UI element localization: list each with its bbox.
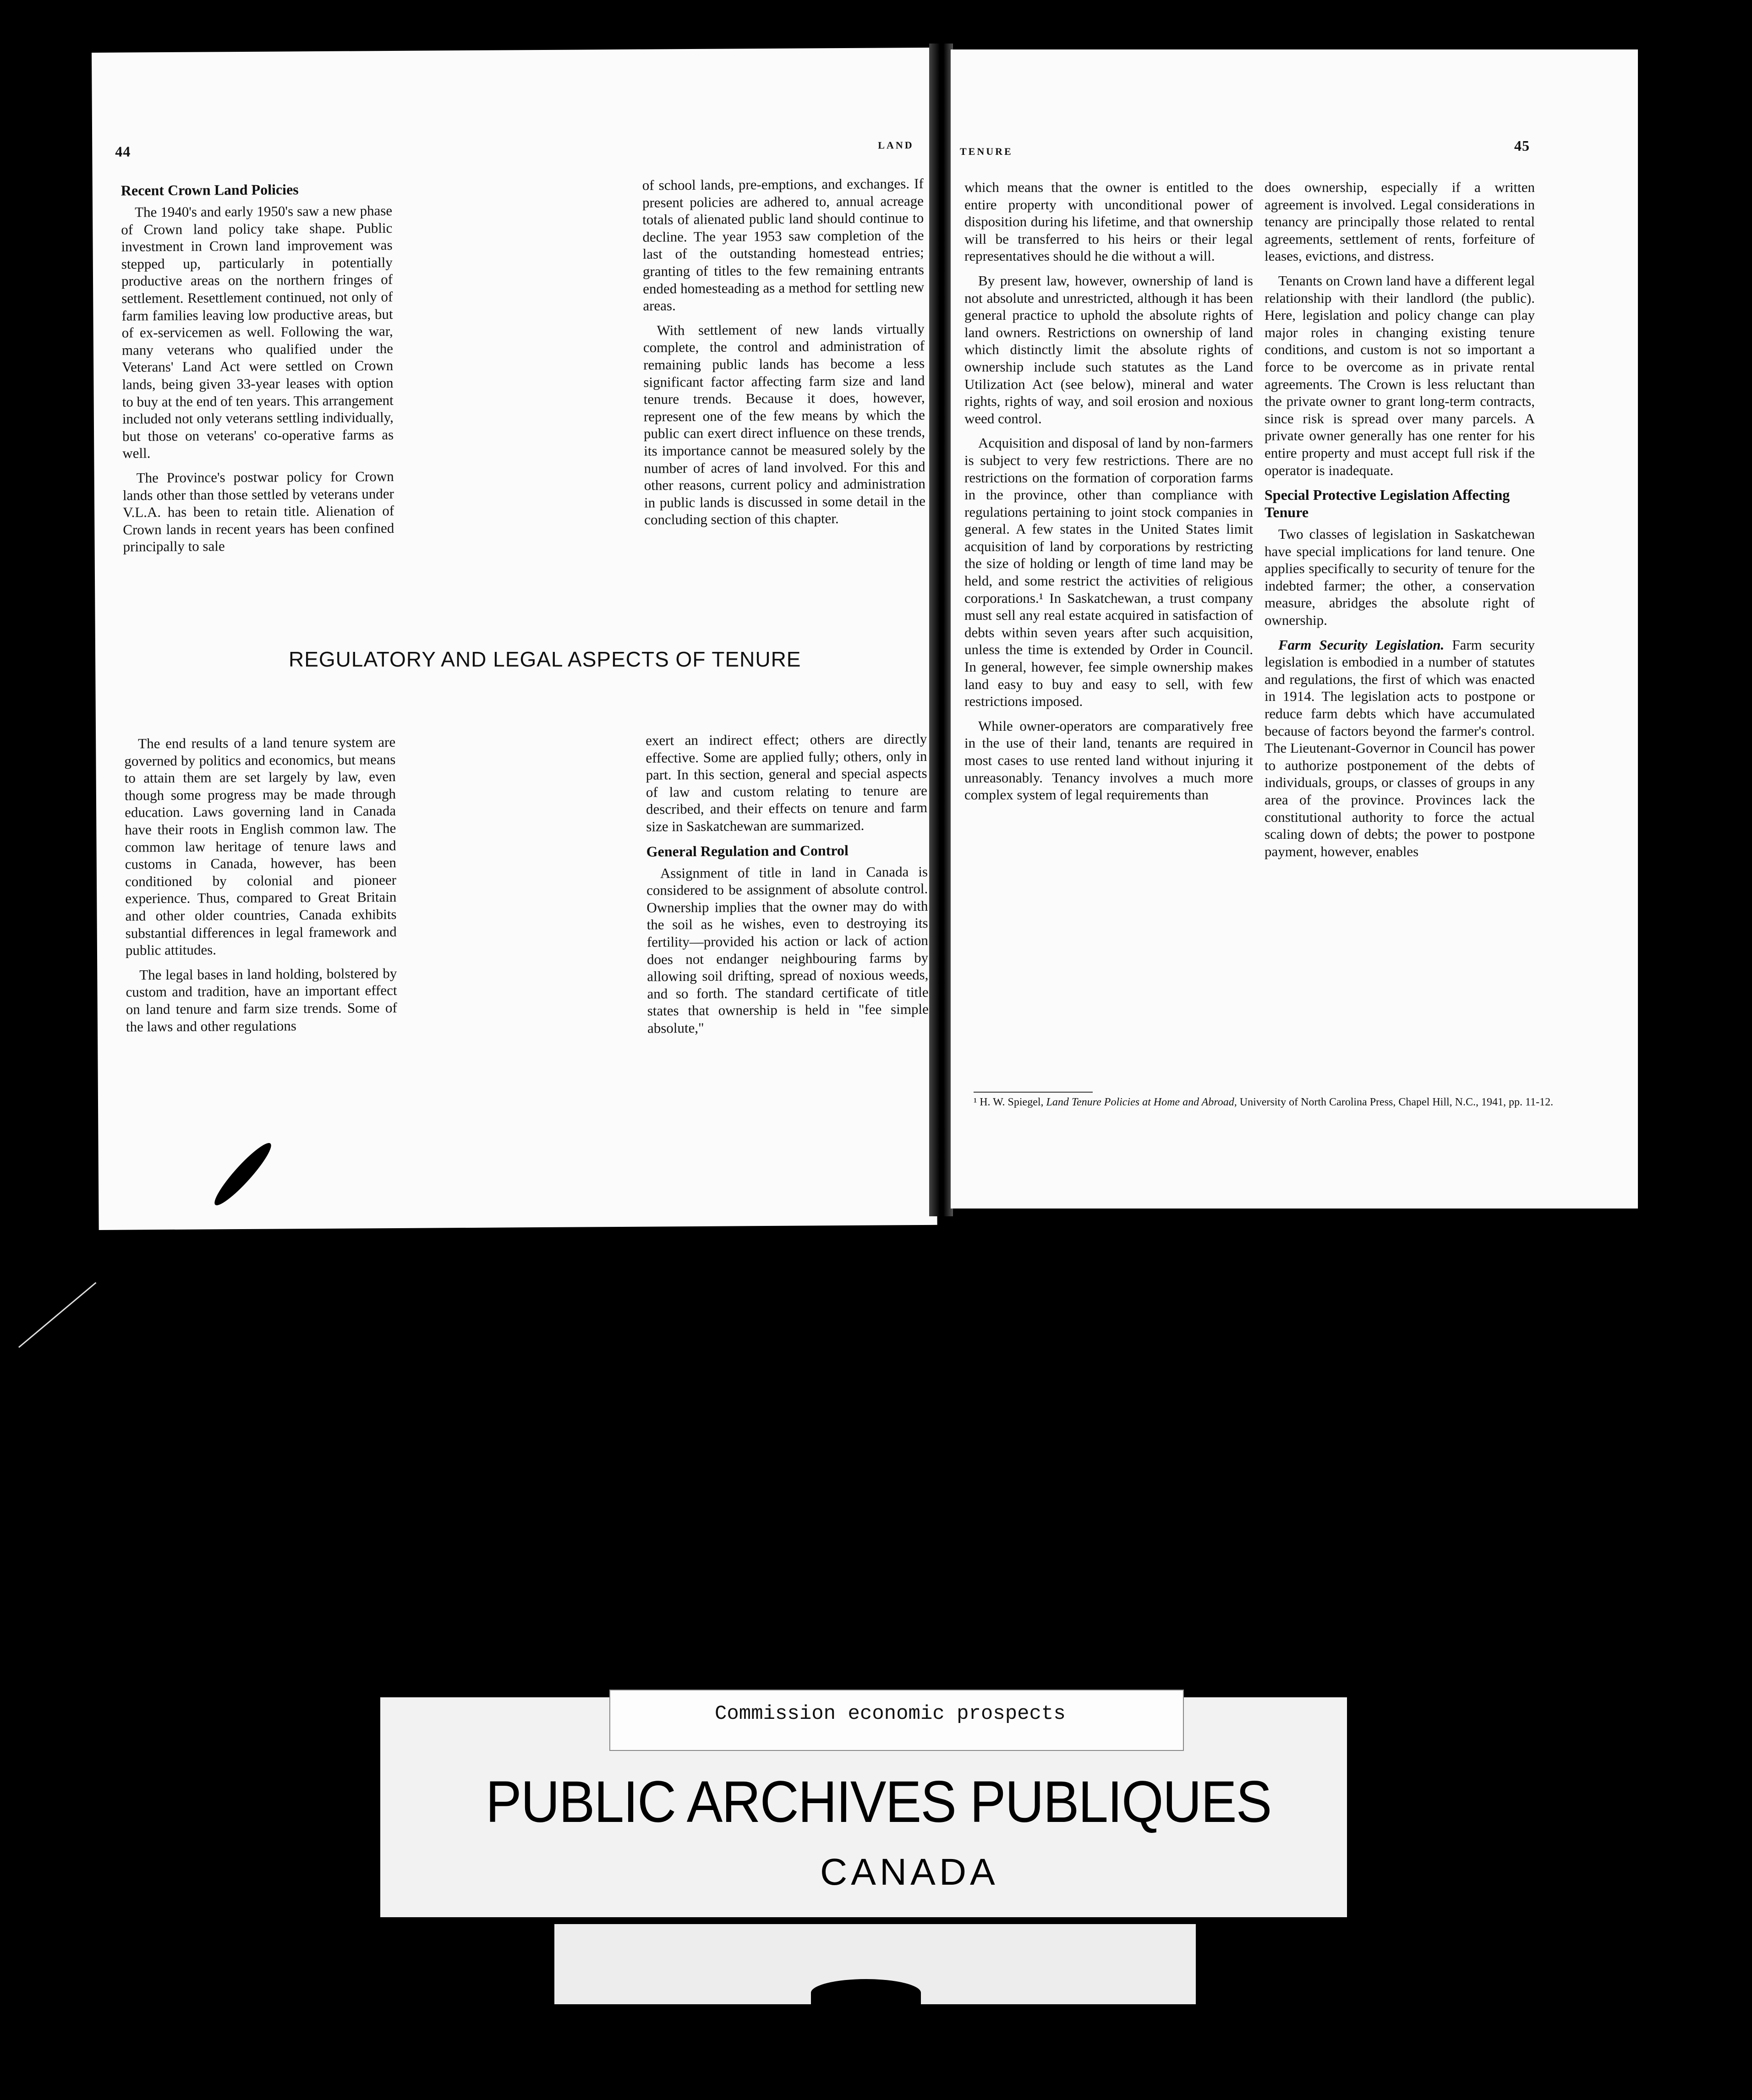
paragraph: The Province's postwar policy for Crown lands other than those settled by veterans under V.L.A. has been to retain title. Alienation of Crown lands in recent years has been confined principally to sale [122, 468, 394, 555]
paragraph: Tenants on Crown land have a different legal relationship with their landlord (the public). Here, legislation and policy change can play major roles in changing existing tenure conditions, and custom is not so important a force to be overcome as in private rental agreements. The Crown is less reluctant than the private owner to grant long-term contracts, since risk is spread over many parcels. A private owner generally has one renter for his entire property and must accept full risk if the operator is inadequate. [1265, 272, 1535, 478]
paragraph: exert an indirect effect; others are directly effective. Some are applied fully; others, only in part. In this section, general and special aspects of law and custom relating to tenure are described, and their effects on tenure and farm size in Saskatchewan are summarized. [646, 730, 928, 835]
right-column-1 [964, 179, 1253, 811]
archive-stamp-line2: CANADA [820, 1851, 999, 1893]
subheading-inline: Farm Security Legislation. [1278, 636, 1445, 653]
paragraph: The 1940's and early 1950's saw a new phase of Crown land policy take shape. Public investment in Crown land improvement was stepped up, particularly in potentially productive areas on the northern fringes of settlement. Resettlement continued, not only of farm families leaving low productive areas, but of ex-servicemen as well. Following the war, many veterans who qualified under the Veterans' Land Act were settled on Crown lands, being given 33-year leases with option to buy at the end of ten years. This arrangement included not only veterans settling individually, but those on veterans' co-operative farms as well. [121, 202, 394, 461]
paragraph: does ownership, especially if a written agreement is involved. Legal considerations in tenancy are principally those related to rental agreements, settlement of rents, forfeiture of leases, evictions, and distress. [1265, 179, 1535, 264]
footnote [974, 1092, 1565, 1109]
paragraph: By present law, however, ownership of land is not absolute and unrestricted, although it has been general practice to uphold the absolute rights of land owners. Restrictions on ownership of land which distinctly limit the absolute rights of ownership include such statutes as the Land Utilization Act (see below), mineral and water rights, rights of way, and soil erosion and noxious weed control. [964, 272, 1253, 427]
film-scratch [18, 1282, 96, 1348]
right-column-2 [1265, 179, 1535, 867]
section-heading: General Regulation and Control [646, 842, 849, 860]
section-heading: Recent Crown Land Policies [120, 181, 299, 199]
paragraph [1265, 636, 1535, 860]
paragraph: Two classes of legislation in Saskatchewan have special implications for land tenure. One applies specifically to security of tenure for the indebted farmer; the other, a conservation measure, abridges the absolute right of ownership. [1265, 526, 1535, 629]
paragraph: Assignment of title in land in Canada is considered to be assignment of absolute control. Ownership implies that the owner may do with the soil as he wishes, even to destroying its fertility—provided his action or lack of action does not endanger neighbouring farms by allowing soil drifting, spread of noxious weeds, and so forth. The standard certificate of title states that ownership is held in "fee simple absolute," [646, 863, 929, 1036]
card-notch [811, 1979, 921, 2007]
left-column-2-lower [646, 730, 929, 1044]
paragraph: of school lands, pre-emptions, and exchanges. If present policies are adhered to, annual acreage totals of alienated public land should continue to decline. The year 1953 saw completion of the last of the outstanding homestead entries; granting of titles to the few remaining entrants ended homesteading as a method for settling new areas. [642, 175, 925, 314]
paragraph: While owner-operators are comparatively free in the use of their land, tenants are required in most cases to use rented land without injuring it unreasonably. Tenancy involves a much more complex system of legal requirements than [964, 717, 1253, 803]
footnote-publisher: University of North Carolina Press, Chapel Hill, N.C., 1941, pp. 11-12. [1237, 1096, 1554, 1108]
archive-stamp-line1: PUBLIC ARCHIVES PUBLIQUES [486, 1769, 1271, 1835]
section-heading: Special Protective Legislation Affecting Tenure [1265, 487, 1510, 521]
paragraph: The legal bases in land holding, bolstered by custom and tradition, have an important effect on land tenure and farm size trends. Some of the laws and other regulations [126, 965, 397, 1035]
left-page [92, 48, 937, 1230]
running-head-right: TENURE [960, 146, 1013, 157]
paragraph: which means that the owner is entitled to the entire property with unconditional power of disposition during his lifetime, and that ownership will be transferred to his heirs or their legal representatives should he die without a will. [964, 179, 1253, 264]
page-number-left: 44 [115, 143, 131, 160]
typed-label: Commission economic prospects [715, 1702, 1066, 1725]
page-number-right: 45 [1514, 137, 1530, 154]
left-column-2 [642, 175, 926, 536]
paragraph: With settlement of new lands virtually complete, the control and administration of remaining public lands has become a less significant factor affecting farm size and land tenure trends. Because it does, however, represent one of the few means by which the public can exert direct influence on these trends, its importance cannot be measured solely by the number of acres of land involved. For this and other reasons, current policy and administration in public lands is discussed in some detail in the concluding section of this chapter. [643, 320, 926, 528]
archive-card-tab [554, 1924, 1196, 2004]
chapter-section-title: REGULATORY AND LEGAL ASPECTS OF TENURE [289, 647, 801, 671]
paragraph: The end results of a land tenure system are governed by politics and economics, but means to attain them are set largely by law, even though some progress may be made through education. Laws governing land in Canada have their roots in English common law. The common law heritage of tenure laws and customs in Canada, however, has been conditioned by colonial and pioneer experience. Thus, compared to Great Britain and other older countries, Canada exhibits substantial differences in legal framework and public attitudes. [124, 733, 397, 958]
book-spine [929, 44, 953, 1216]
footnote-title: Land Tenure Policies at Home and Abroad, [1046, 1096, 1237, 1108]
right-page [951, 49, 1638, 1209]
running-head-left: LAND [878, 139, 914, 151]
footnote-author: ¹ H. W. Spiegel, [974, 1096, 1046, 1108]
left-column-1 [121, 178, 394, 563]
paragraph: Acquisition and disposal of land by non-farmers is subject to very few restrictions. There are no restrictions on the formation of corporation farms in the province, other than compliance with regulations pertaining to joint stock companies in general. A few states in the United States limit acquisition of land by corporations by restricting the size of holding or length of time land may be held, and some restrict the activities of religious corporations.¹ In Saskatchewan, a trust company must sell any real estate acquired in satisfaction of debts within seven years after such acquisition, unless the time is extended by Order in Council. In general, however, fee simple ownership makes land easy to buy and easy to sell, with few restrictions imposed. [964, 435, 1253, 710]
footnote-rule [974, 1092, 1093, 1093]
left-column-1-lower [124, 733, 397, 1043]
paragraph-text: Farm security legislation is embodied in a number of statutes and regulations, the first of which was enacted in 1914. The legislation acts to postpone or reduce farm debts which have accumulated because of factors beyond the farmer's control. The Lieutenant-Governor in Council has power to authorize postponement of the debts of individuals, groups, or classes of groups in any area of the province. Provinces lack the constitutional authority to force the actual scaling down of debts; the power to postpone payment, however, enables [1265, 636, 1535, 859]
